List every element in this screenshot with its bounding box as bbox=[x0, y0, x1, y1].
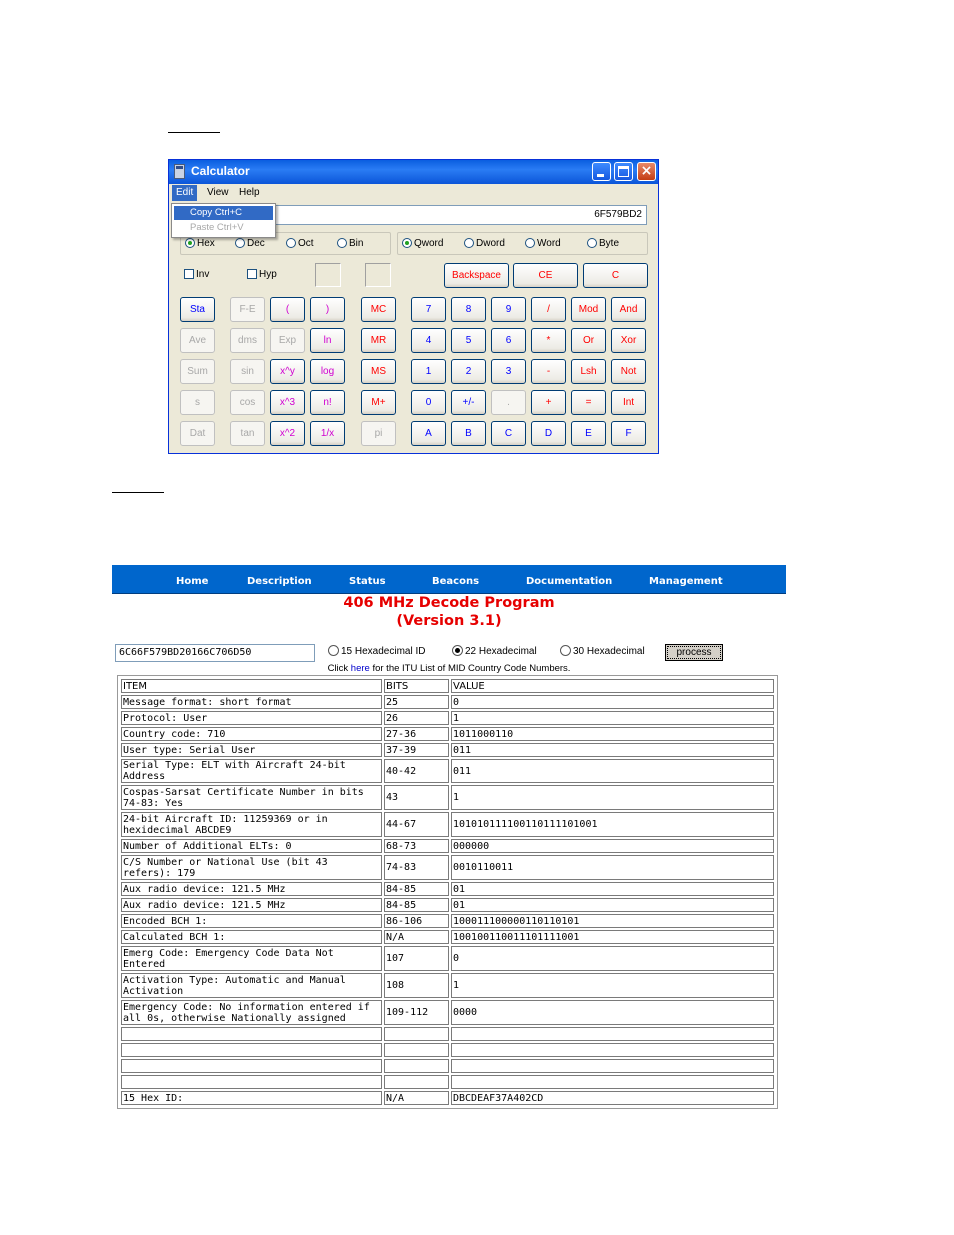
menu-help[interactable]: Help bbox=[239, 187, 260, 198]
key-equals[interactable]: = bbox=[571, 390, 606, 415]
table-row bbox=[121, 1059, 774, 1073]
key-factorial[interactable]: n! bbox=[310, 390, 345, 415]
cell-bits: 108 bbox=[384, 973, 449, 998]
key-xcube[interactable]: x^3 bbox=[270, 390, 305, 415]
key-reciprocal[interactable]: 1/x bbox=[310, 421, 345, 446]
cell-bits bbox=[384, 1059, 449, 1073]
table-row bbox=[121, 882, 774, 896]
key-8[interactable]: 8 bbox=[451, 297, 486, 322]
table-row bbox=[121, 1027, 774, 1041]
page-title: 406 MHz Decode Program bbox=[343, 595, 555, 611]
radio-oct[interactable]: Oct bbox=[286, 238, 314, 250]
key-0[interactable]: 0 bbox=[411, 390, 446, 415]
table-row bbox=[121, 695, 774, 709]
title-bar[interactable] bbox=[169, 160, 658, 184]
cell-item: 15 Hex ID: bbox=[121, 1091, 382, 1105]
key-subtract[interactable]: - bbox=[531, 359, 566, 384]
table-row bbox=[121, 898, 774, 912]
cell-bits: 74-83 bbox=[384, 855, 449, 880]
key-a[interactable]: A bbox=[411, 421, 446, 446]
key-c[interactable]: C bbox=[491, 421, 526, 446]
radio-empty-icon bbox=[464, 238, 474, 248]
calculator-icon bbox=[174, 164, 185, 179]
menu-copy[interactable]: Copy Ctrl+C bbox=[174, 206, 273, 220]
underline-mark-top bbox=[168, 132, 220, 133]
header-value: VALUE bbox=[451, 679, 774, 693]
cell-item: Emerg Code: Emergency Code Data Not Entered bbox=[121, 946, 382, 971]
cell-item: User type: Serial User bbox=[121, 743, 382, 757]
cell-item bbox=[121, 1027, 382, 1041]
radio-selected-icon bbox=[185, 238, 195, 248]
cell-item: 24-bit Aircraft ID: 11259369 or in hexidecimal ABCDE9 bbox=[121, 812, 382, 837]
key-dms[interactable]: dms bbox=[230, 328, 265, 353]
table-row bbox=[121, 1043, 774, 1057]
cell-bits: 107 bbox=[384, 946, 449, 971]
key-fe[interactable]: F-E bbox=[230, 297, 265, 322]
menu-edit[interactable]: Edit bbox=[172, 185, 197, 201]
cell-item: Encoded BCH 1: bbox=[121, 914, 382, 928]
menu-bar bbox=[169, 184, 658, 202]
maximize-button[interactable] bbox=[614, 162, 633, 181]
key-sta[interactable]: Sta bbox=[180, 297, 215, 322]
decode-table bbox=[117, 675, 778, 1109]
hex-input[interactable]: 6C66F579BD20166C706D50 bbox=[115, 644, 315, 662]
cell-value: 100011100000110110101 bbox=[451, 914, 774, 928]
page-version: (Version 3.1) bbox=[396, 613, 502, 629]
checkbox-hyp[interactable]: Hyp bbox=[247, 269, 277, 281]
table-row bbox=[121, 1000, 774, 1025]
cell-item: Aux radio device: 121.5 MHz bbox=[121, 898, 382, 912]
table-row bbox=[121, 785, 774, 810]
key-7[interactable]: 7 bbox=[411, 297, 446, 322]
key-add[interactable]: + bbox=[531, 390, 566, 415]
cell-value: 0 bbox=[451, 946, 774, 971]
table-row bbox=[121, 727, 774, 741]
cell-value bbox=[451, 1075, 774, 1089]
table-row bbox=[121, 855, 774, 880]
backspace-button[interactable]: Backspace bbox=[444, 263, 509, 288]
key-multiply[interactable]: * bbox=[531, 328, 566, 353]
decode-web-page bbox=[112, 565, 786, 1104]
key-9[interactable]: 9 bbox=[491, 297, 526, 322]
header-item: ITEM bbox=[121, 679, 382, 693]
nav-beacons[interactable]: Beacons bbox=[432, 576, 480, 587]
cell-item: Message format: short format bbox=[121, 695, 382, 709]
nav-management[interactable]: Management bbox=[649, 576, 723, 587]
edit-dropdown-menu bbox=[171, 203, 276, 238]
key-ave[interactable]: Ave bbox=[180, 328, 215, 353]
memory-indicator bbox=[315, 263, 341, 287]
radio-15-hex[interactable]: 15 Hexadecimal ID bbox=[328, 645, 425, 657]
window-title: Calculator bbox=[191, 164, 250, 178]
key-mc[interactable]: MC bbox=[361, 297, 396, 322]
underline-mark-middle bbox=[112, 492, 164, 493]
key-b[interactable]: B bbox=[451, 421, 486, 446]
key-cos[interactable]: cos bbox=[230, 390, 265, 415]
menu-paste[interactable]: Paste Ctrl+V bbox=[190, 222, 244, 233]
radio-selected-icon bbox=[452, 645, 463, 656]
table-row bbox=[121, 946, 774, 971]
cell-value: 01 bbox=[451, 882, 774, 896]
table-row bbox=[121, 812, 774, 837]
key-3[interactable]: 3 bbox=[491, 359, 526, 384]
cell-bits: 27-36 bbox=[384, 727, 449, 741]
nav-status[interactable]: Status bbox=[349, 576, 386, 587]
key-ln[interactable]: ln bbox=[310, 328, 345, 353]
maximize-icon bbox=[618, 166, 629, 177]
process-button[interactable]: process bbox=[665, 644, 723, 661]
cell-bits: 68-73 bbox=[384, 839, 449, 853]
cell-value: 1 bbox=[451, 711, 774, 725]
radio-empty-icon bbox=[525, 238, 535, 248]
cell-bits: 84-85 bbox=[384, 882, 449, 896]
cell-bits: 109-112 bbox=[384, 1000, 449, 1025]
key-1[interactable]: 1 bbox=[411, 359, 446, 384]
radio-bin[interactable]: Bin bbox=[337, 238, 363, 250]
nav-home[interactable]: Home bbox=[176, 576, 209, 587]
key-mplus[interactable]: M+ bbox=[361, 390, 396, 415]
cell-value: 0 bbox=[451, 695, 774, 709]
key-log[interactable]: log bbox=[310, 359, 345, 384]
close-button[interactable] bbox=[637, 162, 656, 181]
cell-value: 000000 bbox=[451, 839, 774, 853]
radio-dec[interactable]: Dec bbox=[235, 238, 265, 250]
radio-22-hex[interactable]: 22 Hexadecimal bbox=[452, 645, 537, 657]
minimize-button[interactable] bbox=[592, 162, 611, 181]
minimize-icon bbox=[597, 174, 604, 177]
table-row bbox=[121, 914, 774, 928]
cell-value: 1 bbox=[451, 973, 774, 998]
paren-indicator bbox=[365, 263, 391, 287]
cell-item bbox=[121, 1075, 382, 1089]
nav-bar bbox=[112, 565, 786, 594]
key-6[interactable]: 6 bbox=[491, 328, 526, 353]
key-xor[interactable]: Xor bbox=[611, 328, 646, 353]
key-pi[interactable]: pi bbox=[361, 421, 396, 446]
table-row bbox=[121, 759, 774, 783]
radio-empty-icon bbox=[337, 238, 347, 248]
key-mr[interactable]: MR bbox=[361, 328, 396, 353]
key-dat[interactable]: Dat bbox=[180, 421, 215, 446]
cell-item: Number of Additional ELTs: 0 bbox=[121, 839, 382, 853]
key-xsquare[interactable]: x^2 bbox=[270, 421, 305, 446]
cell-value bbox=[451, 1027, 774, 1041]
cell-item: Activation Type: Automatic and Manual Activation bbox=[121, 973, 382, 998]
key-divide[interactable]: / bbox=[531, 297, 566, 322]
table-header-row bbox=[121, 679, 774, 693]
nav-description[interactable]: Description bbox=[247, 576, 312, 587]
itu-list-link[interactable]: here bbox=[350, 663, 370, 674]
cell-value: 1 bbox=[451, 785, 774, 810]
cell-item: Protocol: User bbox=[121, 711, 382, 725]
cell-item: Calculated BCH 1: bbox=[121, 930, 382, 944]
radio-selected-icon bbox=[402, 238, 412, 248]
radio-empty-icon bbox=[328, 645, 339, 656]
key-e[interactable]: E bbox=[571, 421, 606, 446]
cell-bits: 37-39 bbox=[384, 743, 449, 757]
table-row bbox=[121, 930, 774, 944]
cell-value: 101010111100110111101001 bbox=[451, 812, 774, 837]
calculator-display: 6F579BD2 bbox=[181, 205, 647, 225]
key-or[interactable]: Or bbox=[571, 328, 606, 353]
checkbox-icon bbox=[247, 269, 257, 279]
cell-bits: 86-106 bbox=[384, 914, 449, 928]
key-ms[interactable]: MS bbox=[361, 359, 396, 384]
radio-byte[interactable]: Byte bbox=[587, 238, 619, 250]
table-row bbox=[121, 839, 774, 853]
key-lsh[interactable]: Lsh bbox=[571, 359, 606, 384]
table-row bbox=[121, 1091, 774, 1105]
radio-empty-icon bbox=[286, 238, 296, 248]
cell-item: Country code: 710 bbox=[121, 727, 382, 741]
cell-bits: 40-42 bbox=[384, 759, 449, 783]
key-and[interactable]: And bbox=[611, 297, 646, 322]
key-5[interactable]: 5 bbox=[451, 328, 486, 353]
nav-documentation[interactable]: Documentation bbox=[526, 576, 613, 587]
key-s[interactable]: s bbox=[180, 390, 215, 415]
key-f[interactable]: F bbox=[611, 421, 646, 446]
key-d[interactable]: D bbox=[531, 421, 566, 446]
table-row bbox=[121, 743, 774, 757]
checkbox-inv[interactable]: Inv bbox=[184, 269, 209, 281]
cell-bits bbox=[384, 1075, 449, 1089]
cell-value: 011 bbox=[451, 743, 774, 757]
cell-value: 0010110011 bbox=[451, 855, 774, 880]
cell-bits bbox=[384, 1027, 449, 1041]
header-bits: BITS bbox=[384, 679, 449, 693]
cell-item: Cospas-Sarsat Certificate Number in bits 74-83: Yes bbox=[121, 785, 382, 810]
cell-item: C/S Number or National Use (bit 43 refers): 179 bbox=[121, 855, 382, 880]
radio-empty-icon bbox=[235, 238, 245, 248]
cell-bits: N/A bbox=[384, 930, 449, 944]
radio-hex[interactable]: Hex bbox=[185, 238, 215, 250]
key-xpowy[interactable]: x^y bbox=[270, 359, 305, 384]
key-2[interactable]: 2 bbox=[451, 359, 486, 384]
cell-bits: 44-67 bbox=[384, 812, 449, 837]
cell-value: 100100110011101111001 bbox=[451, 930, 774, 944]
cell-value bbox=[451, 1059, 774, 1073]
cell-bits: 26 bbox=[384, 711, 449, 725]
c-button[interactable]: C bbox=[583, 263, 648, 288]
key-lparen[interactable]: ( bbox=[270, 297, 305, 322]
key-dot[interactable]: . bbox=[491, 390, 526, 415]
cell-value: 011 bbox=[451, 759, 774, 783]
cell-item bbox=[121, 1059, 382, 1073]
cell-bits: N/A bbox=[384, 1091, 449, 1105]
itu-list-line: Click here for the ITU List of MID Country Code Numbers. bbox=[327, 663, 571, 674]
calculator-window bbox=[168, 159, 659, 454]
table-row bbox=[121, 711, 774, 725]
key-exp[interactable]: Exp bbox=[270, 328, 305, 353]
cell-item bbox=[121, 1043, 382, 1057]
radio-dword[interactable]: Dword bbox=[464, 238, 505, 250]
cell-bits: 84-85 bbox=[384, 898, 449, 912]
key-tan[interactable]: tan bbox=[230, 421, 265, 446]
cell-value: 1011000110 bbox=[451, 727, 774, 741]
radio-empty-icon bbox=[587, 238, 597, 248]
table-row bbox=[121, 973, 774, 998]
cell-value bbox=[451, 1043, 774, 1057]
cell-bits bbox=[384, 1043, 449, 1057]
close-icon: × bbox=[640, 163, 653, 179]
key-sum[interactable]: Sum bbox=[180, 359, 215, 384]
radio-empty-icon bbox=[560, 645, 571, 656]
key-sin[interactable]: sin bbox=[230, 359, 265, 384]
radio-qword[interactable]: Qword bbox=[402, 238, 443, 250]
radio-30-hex[interactable]: 30 Hexadecimal bbox=[560, 645, 645, 657]
cell-item: Serial Type: ELT with Aircraft 24-bit Address bbox=[121, 759, 382, 783]
key-rparen[interactable]: ) bbox=[310, 297, 345, 322]
key-negate[interactable]: +/- bbox=[451, 390, 486, 415]
cell-bits: 43 bbox=[384, 785, 449, 810]
key-mod[interactable]: Mod bbox=[571, 297, 606, 322]
cell-value: 01 bbox=[451, 898, 774, 912]
radio-word[interactable]: Word bbox=[525, 238, 561, 250]
cell-item: Emergency Code: No information entered if all 0s, otherwise Nationally assigned bbox=[121, 1000, 382, 1025]
cell-value: 0000 bbox=[451, 1000, 774, 1025]
checkbox-icon bbox=[184, 269, 194, 279]
key-4[interactable]: 4 bbox=[411, 328, 446, 353]
table-row bbox=[121, 1075, 774, 1089]
menu-view[interactable]: View bbox=[207, 187, 229, 198]
key-not[interactable]: Not bbox=[611, 359, 646, 384]
ce-button[interactable]: CE bbox=[513, 263, 578, 288]
cell-bits: 25 bbox=[384, 695, 449, 709]
cell-value: DBCDEAF37A402CD bbox=[451, 1091, 774, 1105]
cell-item: Aux radio device: 121.5 MHz bbox=[121, 882, 382, 896]
key-int[interactable]: Int bbox=[611, 390, 646, 415]
